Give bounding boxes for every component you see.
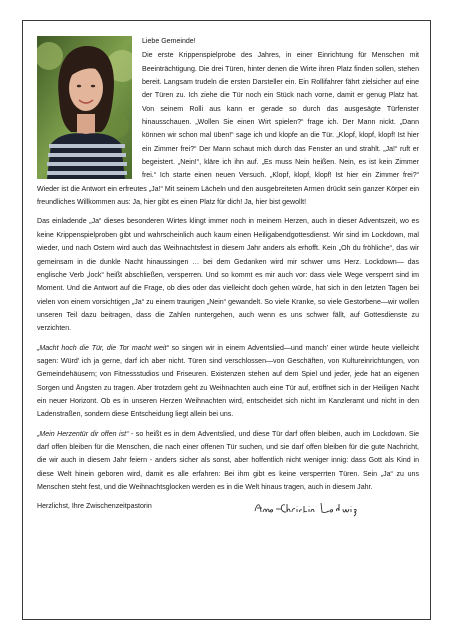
paragraph-2: Das einladende „Ja“ dieses besonderen Wirtes klingt immer noch in meinem Herzen, auch in dieser Adventszeit, wo es keine Krippenspielproben gibt und wahrscheinlich auch kaum einen Heiligabendgottesdienst. Wir sind im Lockdown, mal wieder, und nach Ostern wird auch das Weihnachtsfest in diesem Jahr anders als erhofft. Kein „Oh du fröhliche“, das wir gemeinsam in die dunkle Nacht hinaussingen … bei dem Gedanken wird mir schwer ums Herz. Lockdown— das englische Verb „lock“ heißt abschließen, versperren. Und so kommt es mir auch vor: dass viele Wege versperrt sind im Moment. Und die Antwort auf die Frage, ob dies oder das vielleicht doch gehen würde, hat sich in den letzten Tagen bei vielen von einem vorsichtigen „Ja“ zu einem traurigen „Nein“ gewandelt. So viele Kranke, so viele Gestorbene—wir wollen unseren Teil dazu beitragen, dass die Zahlen runtergehen, auch wenn es uns schwer fällt, auf Gottesdienste zu verzichten. — [37, 218, 419, 333]
paragraph-3-quote: „Macht hoch die Tür, die Tor macht weit“ — [37, 344, 169, 352]
author-photo — [37, 36, 132, 179]
paragraph-4-text: - so heißt es in dem Adventslied, und diese Tür darf offen bleiben, auch im Lockdown. Sie darf offen bleiben für die Menschen, die nach einer offenen Tür suchen, und sie darf offen bleiben für die gute Nachricht, die wir auch in diesem Jahr feiern - anders sicher als sonst, aber hoffentlich nicht weniger innig: dass Gott als Kind in diese Welt hinein geboren wird, damit es alle erfahren: Bei ihm gibt es keine versperrten Türen. Sein „Ja“ zu uns Menschen steht fest, und die Weihnachtsglocken werden es in die Welt hinaus tragen, auch in diesem Jahr. — [37, 430, 419, 491]
closing: Herzlichst, Ihre Zwischenzeitpastorin — [37, 503, 152, 511]
letter-frame — [22, 20, 431, 620]
paragraph-4-quote: „Mein Herzentür dir offen ist“ — [37, 430, 129, 438]
paragraph-3-text: so singen wir in einem Adventslied—und manch' einer würde heute vielleicht sagen: Würd' ich ja gerne, darf ich aber nicht. Türen sind verschlossen—von Geschäften, von Kultureinrichtungen, von Gemeindehäusern; von Fitnessstudios und Friseuren. Existenzen stehen auf dem Spiel und jeder, jede hat an eigenen Sorgen und Ängsten zu tragen. Aber trotzdem geht zu Weihnachten auch eine Tür auf, eröffnet sich in der Heiligen Nacht ein neuer Horizont. Ob es in unseren Herzen Weihnachten wird, entscheidet sich nicht im Kanzleramt und nicht in den Ladenstraßen, sondern diese Entscheidung liegt allein bei uns. — [37, 344, 419, 419]
paragraph-3 — [37, 342, 419, 422]
author-portrait-image — [37, 36, 132, 179]
paragraph-4 — [37, 428, 419, 495]
closing-row — [37, 500, 419, 520]
paragraph-intro: Die erste Krippenspielprobe des Jahres, in einer Einrichtung für Menschen mit Beeinträchtigung. Die drei Türen, hinter denen die Wirte ihren Platz finden sollen, stehen bereit. Langsam trudeln die ersten Darsteller ein. Ein Rollifahrer fährt zielsicher auf eine der Türen zu. Ich ziehe die Tür noch ein Stück nach vorne, damit er genug Platz hat. Von seinem Rolli aus kann er gerade so durch das ausgesägte Türfenster hinausschauen. „Wollen Sie einen Wirt spielen?“ frage ich. Der Mann nickt. „Dann können wir schon mal üben!“ sage ich und klopfe an die Tür. „Klopf, klopf, klopf! Ist hier ein Zimmer frei?“ Der Mann schaut mich durch das Fenster an und strahlt. „Ja!“ ruft er begeistert. „Nein!“, kläre ich ihn auf. „Es muss Nein heißen. Nein, es ist kein Zimmer frei.“ Ich starte einen neuen Versuch. „Klopf, klopf, klopf! Ist hier ein Zimmer frei?“ Wieder ist die Antwort ein erfreutes „Ja!“ Mit seinem Lächeln und den ausgebreiteten Armen drückt sein ganzer Körper ein freundliches Willkommen aus: Ja, hier gibt es einen Platz für dich! Ja, hier bist gewollt! — [37, 52, 419, 207]
handwritten-signature — [253, 499, 365, 517]
greeting: Liebe Gemeinde! — [142, 38, 196, 45]
